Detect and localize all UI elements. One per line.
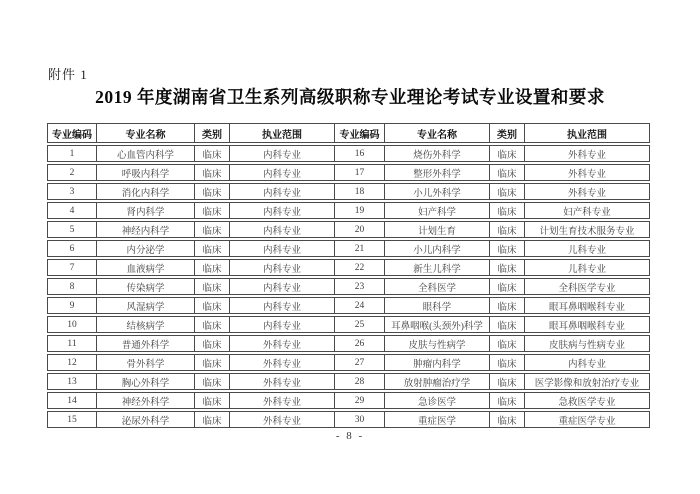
table-cell: 临床 <box>490 164 525 181</box>
attachment-label: 附件 1 <box>48 67 88 82</box>
table-cell: 外科专业 <box>230 354 335 371</box>
table-cell: 风湿病学 <box>97 297 195 314</box>
table-cell: 18 <box>335 183 385 200</box>
column-header: 执业范围 <box>525 123 650 143</box>
table-cell: 临床 <box>195 183 230 200</box>
table-cell: 神经内科学 <box>97 221 195 238</box>
table-cell: 临床 <box>195 392 230 409</box>
table-cell: 泌尿外科学 <box>97 411 195 428</box>
table-cell: 内科专业 <box>230 221 335 238</box>
table-cell: 17 <box>335 164 385 181</box>
table-cell: 临床 <box>195 164 230 181</box>
page-number: - 8 - <box>335 430 365 442</box>
table-cell: 2 <box>47 164 97 181</box>
table-cell: 内科专业 <box>230 145 335 162</box>
table-cell: 外科专业 <box>525 145 650 162</box>
table-cell: 22 <box>335 259 385 276</box>
header-row <box>47 123 650 143</box>
table-cell: 外科专业 <box>230 392 335 409</box>
table-cell: 神经外科学 <box>97 392 195 409</box>
column-header: 专业编码 <box>47 123 97 143</box>
table-cell: 临床 <box>490 183 525 200</box>
table-row <box>47 183 650 200</box>
table-cell: 10 <box>47 316 97 333</box>
table-cell: 临床 <box>195 297 230 314</box>
table-cell: 放射肿瘤治疗学 <box>385 373 490 390</box>
table-cell: 内分泌学 <box>97 240 195 257</box>
table-cell: 9 <box>47 297 97 314</box>
table-cell: 临床 <box>195 411 230 428</box>
table-cell: 6 <box>47 240 97 257</box>
column-header: 类别 <box>195 123 230 143</box>
table-cell: 整形外科学 <box>385 164 490 181</box>
table-cell: 临床 <box>490 411 525 428</box>
table-cell: 传染病学 <box>97 278 195 295</box>
table-cell: 27 <box>335 354 385 371</box>
table-cell: 皮肤病与性病专业 <box>525 335 650 352</box>
table-row <box>47 354 650 371</box>
table-cell: 急救医学专业 <box>525 392 650 409</box>
table-cell: 皮肤与性病学 <box>385 335 490 352</box>
table-cell: 外科专业 <box>525 183 650 200</box>
table-cell: 临床 <box>195 373 230 390</box>
table-cell: 28 <box>335 373 385 390</box>
table-cell: 肾内科学 <box>97 202 195 219</box>
table-row <box>47 202 650 219</box>
table-cell: 14 <box>47 392 97 409</box>
table-cell: 急诊医学 <box>385 392 490 409</box>
table-cell: 儿科专业 <box>525 259 650 276</box>
table-cell: 15 <box>47 411 97 428</box>
table-cell: 外科专业 <box>230 335 335 352</box>
table-cell: 内科专业 <box>230 278 335 295</box>
table-cell: 26 <box>335 335 385 352</box>
table-cell: 小儿外科学 <box>385 183 490 200</box>
table-cell: 眼耳鼻咽喉科专业 <box>525 316 650 333</box>
table-cell: 全科医学 <box>385 278 490 295</box>
table-cell: 临床 <box>195 335 230 352</box>
table-cell: 胸心外科学 <box>97 373 195 390</box>
table-row <box>47 259 650 276</box>
table-cell: 重症医学 <box>385 411 490 428</box>
table-cell: 19 <box>335 202 385 219</box>
table-row <box>47 278 650 295</box>
table-cell: 临床 <box>490 278 525 295</box>
table-cell: 耳鼻咽喉(头颈外)科学 <box>385 316 490 333</box>
table-cell: 内科专业 <box>525 354 650 371</box>
table-cell: 小儿内科学 <box>385 240 490 257</box>
table-cell: 临床 <box>195 259 230 276</box>
table-cell: 内科专业 <box>230 183 335 200</box>
table-cell: 计划生育 <box>385 221 490 238</box>
table-cell: 呼吸内科学 <box>97 164 195 181</box>
table-cell: 结核病学 <box>97 316 195 333</box>
column-header: 专业编码 <box>335 123 385 143</box>
table-cell: 13 <box>47 373 97 390</box>
table-cell: 消化内科学 <box>97 183 195 200</box>
column-header: 专业名称 <box>385 123 490 143</box>
page-title: 2019 年度湖南省卫生系列高级职称专业理论考试专业设置和要求 <box>95 87 605 107</box>
table-cell: 29 <box>335 392 385 409</box>
table-cell: 妇产科专业 <box>525 202 650 219</box>
table-row <box>47 335 650 352</box>
table-row <box>47 373 650 390</box>
table-cell: 临床 <box>195 221 230 238</box>
table-cell: 眼科学 <box>385 297 490 314</box>
table-cell: 4 <box>47 202 97 219</box>
table-cell: 临床 <box>195 278 230 295</box>
table-cell: 内科专业 <box>230 316 335 333</box>
table-cell: 临床 <box>490 145 525 162</box>
table-cell: 临床 <box>490 316 525 333</box>
table-cell: 7 <box>47 259 97 276</box>
column-header: 执业范围 <box>230 123 335 143</box>
table-row <box>47 145 650 162</box>
table-cell: 25 <box>335 316 385 333</box>
table-cell: 妇产科学 <box>385 202 490 219</box>
table-row <box>47 221 650 238</box>
table-cell: 临床 <box>490 335 525 352</box>
table-cell: 5 <box>47 221 97 238</box>
table-cell: 内科专业 <box>230 202 335 219</box>
table-cell: 全科医学专业 <box>525 278 650 295</box>
table-cell: 临床 <box>490 354 525 371</box>
table-cell: 23 <box>335 278 385 295</box>
table-cell: 8 <box>47 278 97 295</box>
table-header <box>47 123 650 143</box>
table-cell: 临床 <box>490 202 525 219</box>
table-cell: 计划生育技术服务专业 <box>525 221 650 238</box>
table-cell: 临床 <box>490 297 525 314</box>
table-cell: 外科专业 <box>230 411 335 428</box>
table-cell: 临床 <box>195 145 230 162</box>
table-cell: 内科专业 <box>230 164 335 181</box>
table-body <box>47 145 650 428</box>
table-cell: 临床 <box>195 354 230 371</box>
table-cell: 临床 <box>490 221 525 238</box>
table-cell: 临床 <box>195 240 230 257</box>
table-cell: 12 <box>47 354 97 371</box>
column-header: 类别 <box>490 123 525 143</box>
table-cell: 20 <box>335 221 385 238</box>
table-cell: 肿瘤内科学 <box>385 354 490 371</box>
table-cell: 内科专业 <box>230 297 335 314</box>
table-cell: 21 <box>335 240 385 257</box>
table-cell: 临床 <box>195 316 230 333</box>
table-cell: 内科专业 <box>230 259 335 276</box>
table-cell: 血液病学 <box>97 259 195 276</box>
table-cell: 24 <box>335 297 385 314</box>
table-cell: 1 <box>47 145 97 162</box>
table-cell: 临床 <box>490 259 525 276</box>
table-row <box>47 411 650 428</box>
table-cell: 烧伤外科学 <box>385 145 490 162</box>
table-row <box>47 164 650 181</box>
table-cell: 重症医学专业 <box>525 411 650 428</box>
column-header: 专业名称 <box>97 123 195 143</box>
table-cell: 新生儿科学 <box>385 259 490 276</box>
table-cell: 心血管内科学 <box>97 145 195 162</box>
table-cell: 临床 <box>490 392 525 409</box>
table-row <box>47 392 650 409</box>
specialty-table <box>47 121 650 430</box>
table-cell: 临床 <box>490 240 525 257</box>
table-cell: 外科专业 <box>525 164 650 181</box>
table-row <box>47 316 650 333</box>
table-cell: 内科专业 <box>230 240 335 257</box>
table-cell: 眼耳鼻咽喉科专业 <box>525 297 650 314</box>
table-cell: 普通外科学 <box>97 335 195 352</box>
table-cell: 医学影像和放射治疗专业 <box>525 373 650 390</box>
table-row <box>47 240 650 257</box>
table-cell: 16 <box>335 145 385 162</box>
table-cell: 11 <box>47 335 97 352</box>
table-cell: 外科专业 <box>230 373 335 390</box>
table-cell: 临床 <box>195 202 230 219</box>
table-cell: 3 <box>47 183 97 200</box>
table-cell: 儿科专业 <box>525 240 650 257</box>
table-cell: 30 <box>335 411 385 428</box>
table-cell: 骨外科学 <box>97 354 195 371</box>
table-row <box>47 297 650 314</box>
table-cell: 临床 <box>490 373 525 390</box>
